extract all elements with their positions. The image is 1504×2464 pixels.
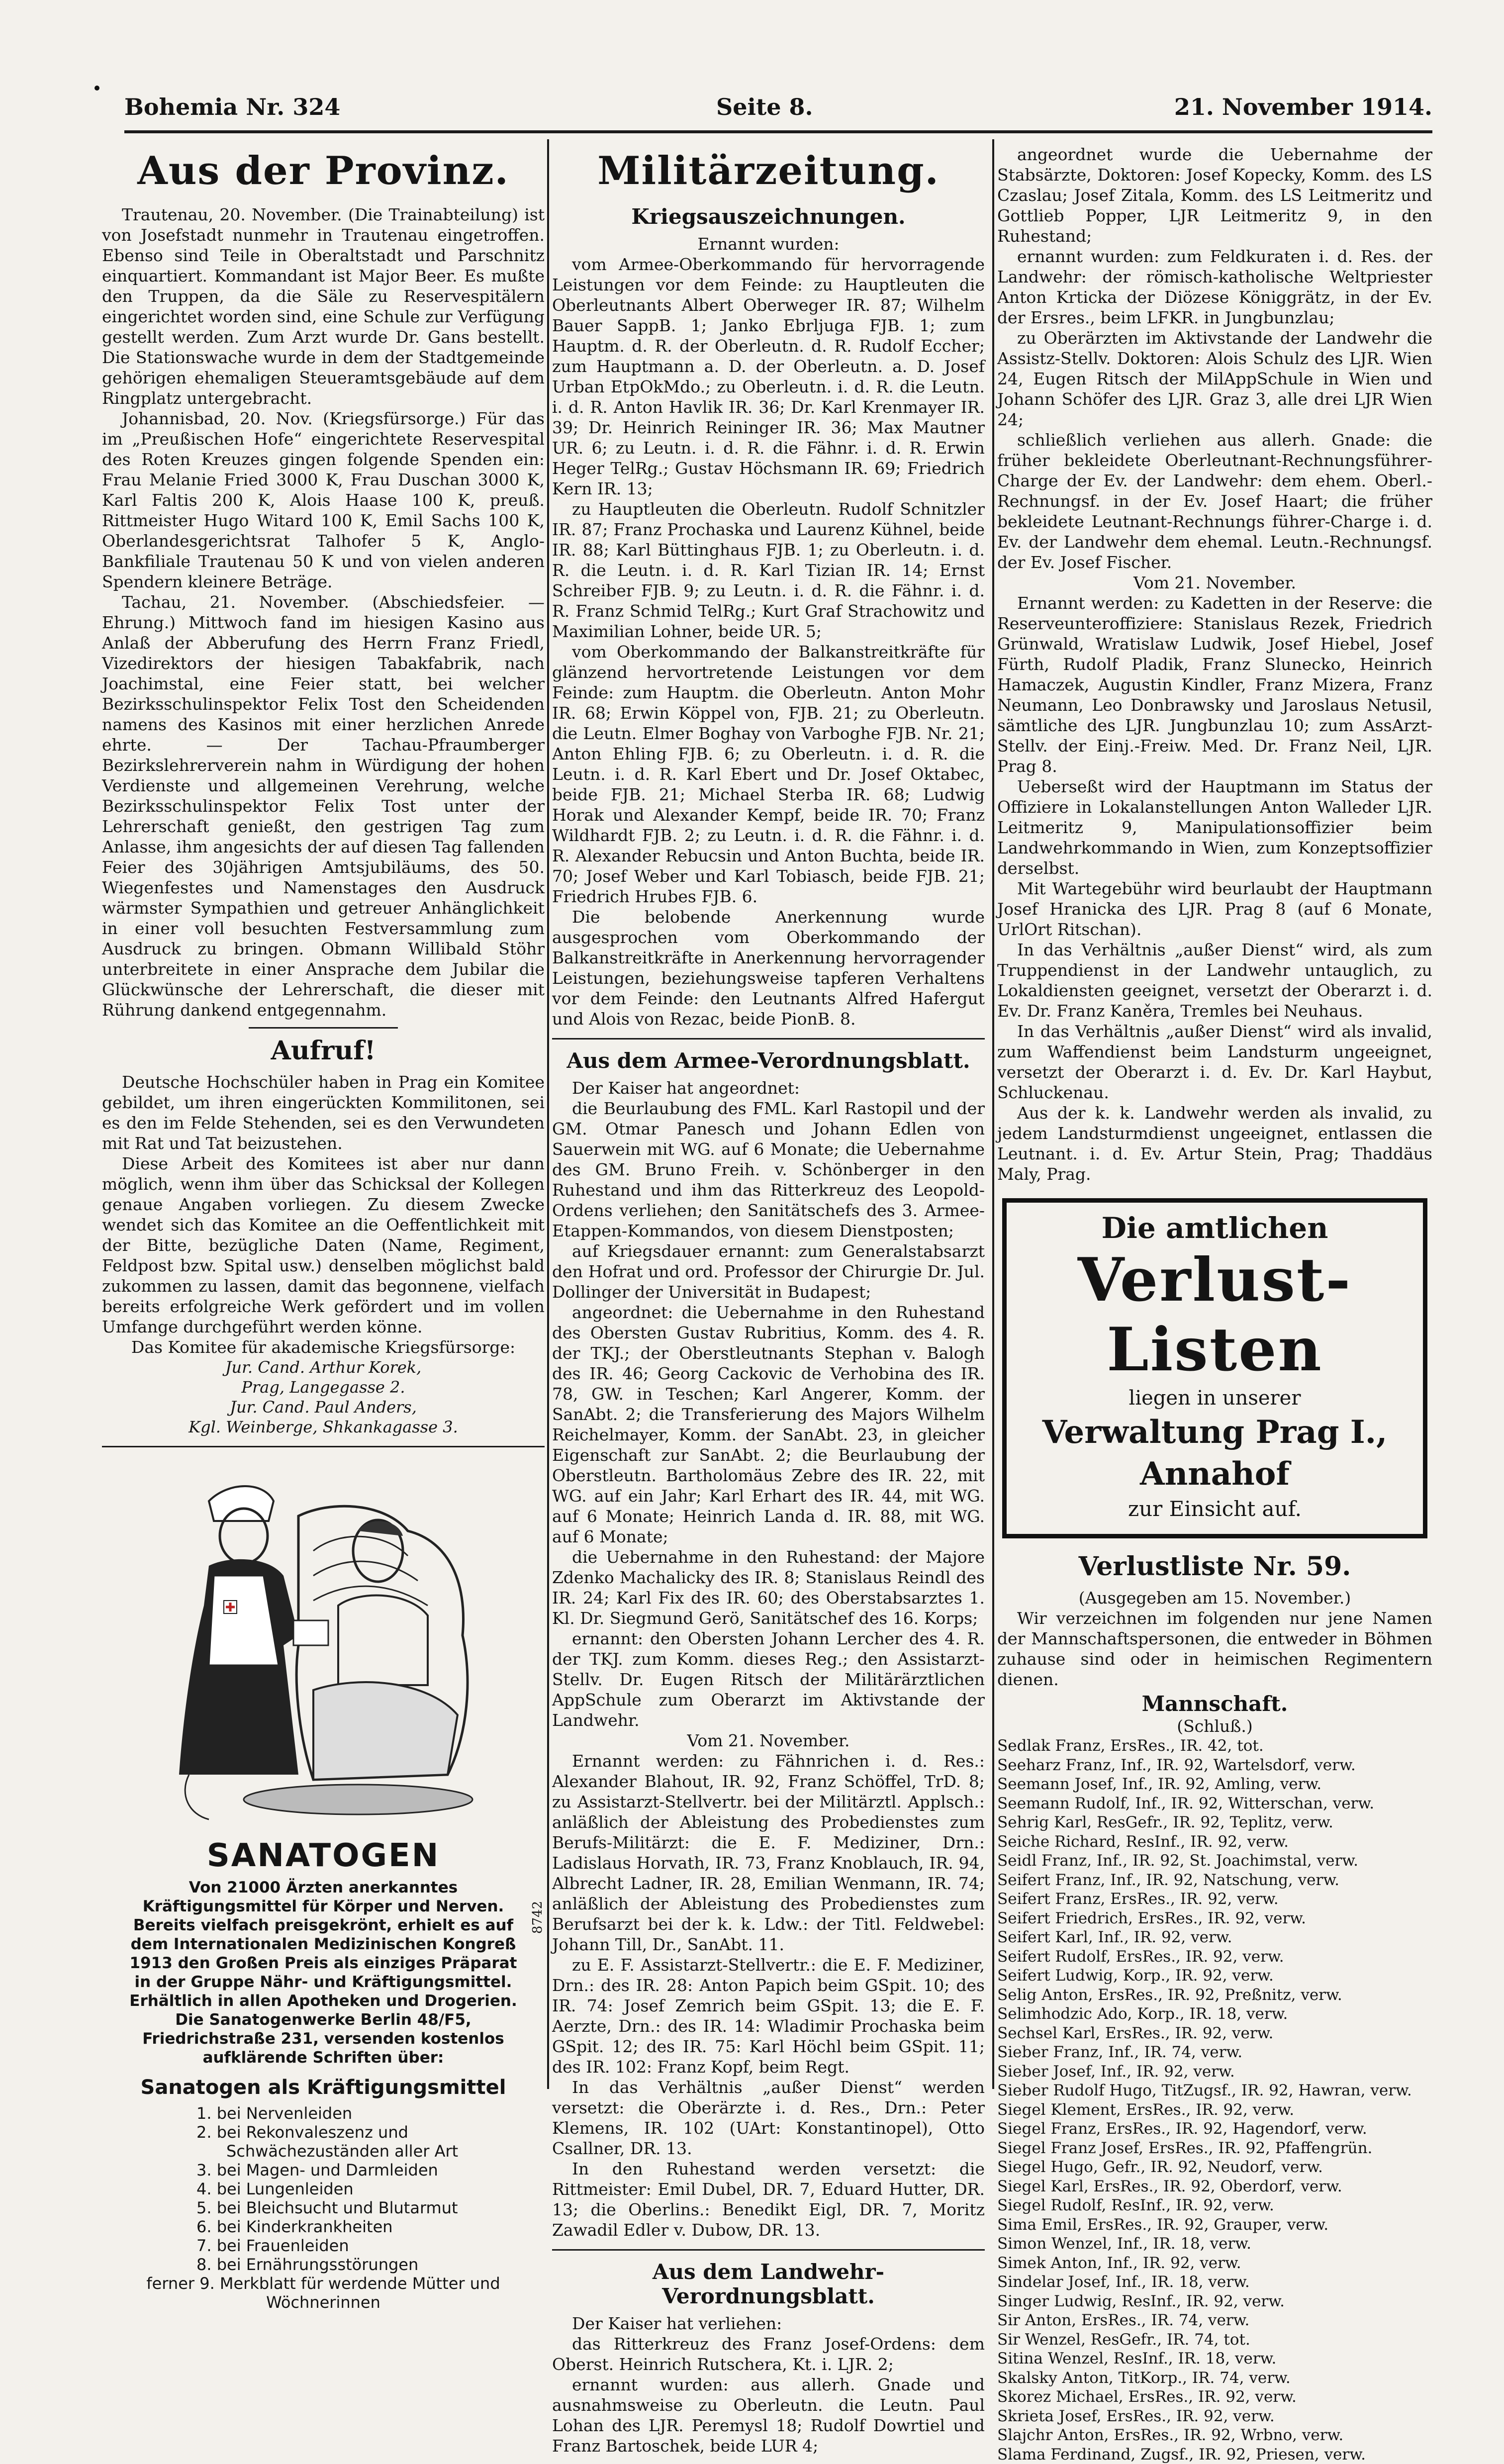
military-para: die Uebernahme in den Ruhestand: der Majore Zdenko Machalicky des IR. 8; Stanislaus Reindl des IR. 24; Karl Fix des IR. 60; des Oberstabsarztes 1. Kl. Dr. Siegmund Gerö, Sanitätschef des 16. Korps; — [552, 1547, 985, 1628]
divider — [552, 1038, 985, 1040]
list-item: 3. bei Magen- und Darmleiden — [196, 2161, 545, 2180]
list-item: 2. bei Rekonvaleszenz und — [196, 2123, 545, 2142]
ad-line-4: Verwaltung Prag I., Annahof — [1012, 1412, 1418, 1495]
military-para: angeordnet: die Uebernahme in den Ruhestand des Obersten Gustav Rubritius, Komm. des 4. R. der TKJ.; der Oberstleutnants Stephan v. Balogh des IR. 46; Georg Cackovic de Verhobina des IR. 78, GW. in Teschen; Karl Angerer, Komm. der SanAbt. 2; die Transferierung des Majors Wilhelm Reichelmayer, Komm. der SanAbt. 23, in gleicher Eigenschaft zur SanAbt. 2; die Beurlaubung der Oberstleutn. Bartholomäus Zebre des IR. 22, mit WG. auf ein Jahr; Karl Erhart des IR. 44, mit WG. auf 6 Monate; Heinrich Landa d. IR. 88, mit WG. auf 6 Monate; — [552, 1302, 985, 1547]
list-item: Skrieta Josef, ErsRes., IR. 92, verw. — [997, 2407, 1432, 2426]
ad-line-1: Die amtlichen — [1012, 1211, 1418, 1245]
list-item: Simon Wenzel, Inf., IR. 18, verw. — [997, 2234, 1432, 2254]
landwehr-para: Aus der k. k. Landwehr werden als invalid, zu jedem Landsturmdienst ungeeignet, entlassen die Leutnant. i. d. Ev. Artur Stein, Prag; Thaddäus Maly, Prag. — [997, 1103, 1432, 1184]
list-item: 7. bei Frauenleiden — [196, 2236, 545, 2255]
sanatogen-title: SANATOGEN — [102, 1837, 545, 1874]
list-item: Sechsel Karl, ErsRes., IR. 92, verw. — [997, 2024, 1432, 2043]
date-line: Vom 21. November. — [997, 572, 1432, 593]
list-item: Sieber Rudolf Hugo, TitZugsf., IR. 92, Hawran, verw. — [997, 2081, 1432, 2100]
header-newspaper-issue: Bohemia Nr. 324 — [124, 94, 340, 120]
sanatogen-list — [102, 2104, 545, 2274]
list-item: Sir Wenzel, ResGefr., IR. 74, tot. — [997, 2330, 1432, 2350]
list-item: 1. bei Nervenleiden — [196, 2104, 545, 2123]
landwehr-para: ernannt wurden: zum Feldkuraten i. d. Res. der Landwehr: der römisch-katholische Weltpriester Anton Krticka der Diözese Königgrätz, in der Ev. der Ersres., beim LFKR. in Jungbunzlau; — [997, 246, 1432, 328]
list-item: Sir Anton, ErsRes., IR. 74, verw. — [997, 2311, 1432, 2330]
article-tachau: Tachau, 21. November. (Abschiedsfeier. — Ehrung.) Mittwoch fand im hiesigen Kasino aus Anlaß der Abberufung des Herrn Franz Friedl, Vizedirektors der hiesigen Tabakfabrik, nach Joachimstal, eine Feier statt, bei welcher Bezirksschulinspektor Felix Tost den Scheidenden namens des Kasinos mit einer herzlichen Anrede ehrte. — Der Tachau-Pfraumberger Bezirkslehrerverein nahm in Würdigung der hohen Verdienste und allgemeinen Verehrung, welche Bezirksschulinspektor Felix Tost unter der Lehrerschaft genießt, den gestrigen Tag zum Anlasse, ihm angesichts der auf diesen Tag fallenden Feier des 30jährigen Amtsjubiläums, des 50. Wiegenfestes und Namenstages den Ausdruck wärmster Sympathien und getreuer Anhänglichkeit in einer voll besuchten Festversammlung zum Ausdruck zu bringen. Obmann Willibald Stöhr unterbreitete in einer Ansprache dem Jubilar die Glückwünsche der Lehrerschaft, die dieser mit Rührung dankend entgegennahm. — [102, 592, 545, 1020]
ad-line-3: liegen in unserer — [1012, 1385, 1418, 1412]
section-title-provinz: Aus der Provinz. — [102, 148, 545, 193]
subsection-armee-verordnungsblatt: Aus dem Armee-Verordnungsblatt. — [552, 1048, 985, 1073]
military-para: ernannt: den Obersten Johann Lercher des 4. R. der TKJ. zum Komm. dieses Reg.; den Assistarzt-Stellv. Dr. Eugen Ritsch der Militärärztlichen AppSchule zum Oberarzt im Aktivstande der Landwehr. — [552, 1628, 985, 1730]
signature-2-name: Jur. Cand. Paul Anders, — [102, 1397, 545, 1417]
header-page-number: Seite 8. — [716, 94, 813, 120]
aufruf-title: Aufruf! — [102, 1036, 545, 1066]
list-item: Seifert Ludwig, Korp., IR. 92, verw. — [997, 1966, 1432, 1986]
aufruf-para-3: Das Komitee für akademische Kriegsfürsorge: — [102, 1337, 545, 1357]
list-item: Skorez Michael, ErsRes., IR. 92, verw. — [997, 2387, 1432, 2407]
list-item: Siegel Rudolf, ResInf., IR. 92, verw. — [997, 2196, 1432, 2215]
list-item: Singer Ludwig, ResInf., IR. 92, verw. — [997, 2292, 1432, 2311]
verlustliste-subtitle: (Ausgegeben am 15. November.) — [997, 1588, 1432, 1608]
list-item: Sehrig Karl, ResGefr., IR. 92, Teplitz, verw. — [997, 1813, 1432, 1832]
aufruf-para-1: Deutsche Hochschüler haben in Prag ein Komitee gebildet, um ihren eingerückten Kommilitonen, sei es den im Felde Stehenden, sei es den Verwundeten mit Rat und Tat beizustehen. — [102, 1072, 545, 1153]
column-2 — [552, 144, 985, 2456]
list-item: Sima Emil, ErsRes., IR. 92, Grauper, verw. — [997, 2215, 1432, 2235]
header-date: 21. November 1914. — [1174, 94, 1432, 120]
military-para: Die belobende Anerkennung wurde ausgesprochen vom Oberkommando der Balkanstreitkräfte in Anerkennung hervorragender Leistungen, beziehungsweise tapferen Verhaltens vor dem Feinde: den Leutnants Alfred Hafergut und Alois von Rezac, beide PionB. 8. — [552, 907, 985, 1029]
list-item: Slama Ferdinand, Zugsf., IR. 92, Priesen, verw. — [997, 2445, 1432, 2464]
military-para: das Ritterkreuz des Franz Josef-Ordens: dem Oberst. Heinrich Rutschera, Kt. i. LJR. 2; — [552, 2334, 985, 2374]
list-item: Seifert Rudolf, ErsRes., IR. 92, verw. — [997, 1947, 1432, 1967]
list-item: Seidl Franz, Inf., IR. 92, St. Joachimstal, verw. — [997, 1851, 1432, 1871]
military-para: ernannt wurden: aus allerh. Gnade und ausnahmsweise zu Oberleutn. die Leutn. Paul Lohan des LJR. Peremysl 18; Rudolf Dowrtiel und Franz Bartoschek, beide LUR 4; — [552, 2374, 985, 2456]
military-para: In den Ruhestand werden versetzt: die Rittmeister: Emil Dubel, DR. 7, Eduard Hutter, DR. 13; die Oberlins.: Benedikt Eigl, DR. 7, Moritz Zawadil Edler v. Dubow, DR. 13. — [552, 2159, 985, 2240]
column-divider-1 — [547, 139, 549, 2089]
ad-line-5: zur Einsicht auf. — [1012, 1495, 1418, 1523]
list-item: 4. bei Lungenleiden — [196, 2180, 545, 2198]
landwehr-para: Ernannt werden: zu Kadetten in der Reserve: die Reserveunteroffiziere: Stanislaus Rezek, Friedrich Grünwald, Wratislaw Ludwik, Josef Hiebel, Josef Fürth, Rudolf Pladik, Franz Slunecko, Heinrich Hamaczek, Augustin Kindler, Franz Mizera, Franz Neumann, Leo Donbrawsky und Jaroslaus Netusil, sämtliche des LJR. Jungbunzlau 10; zum AssArzt-Stellv. der Einj.-Freiw. Med. Dr. Franz Neil, LJR. Prag 8. — [997, 593, 1432, 776]
list-item: 6. bei Kinderkrankheiten — [196, 2217, 545, 2236]
list-item: Sitina Wenzel, ResInf., IR. 18, verw. — [997, 2349, 1432, 2369]
landwehr-para: angeordnet wurde die Uebernahme der Stabsärzte, Doktoren: Josef Kopecky, Komm. des LS Czaslau; Josef Zitala, Komm. des LS Leitmeritz und Gottlieb Popper, LJR Leitmeritz 9, in den Ruhestand; — [997, 144, 1432, 246]
military-para: zu Hauptleuten die Oberleutn. Rudolf Schnitzler IR. 87; Franz Prochaska und Laurenz Kühnel, beide IR. 88; Karl Büttinghaus FJB. 1; zu Oberleutn. i. d. R. die Leutn. i. d. R. Karl Tizian IR. 14; Ernst Schreiber FJB. 9; zu Leutn. i. d. R. die Fähnr. i. d. R. Franz Schmid TelRg.; Kurt Graf Strachowitz und Maximilian Lohner, beide UR. 5; — [552, 499, 985, 642]
list-item: Schwächezuständen aller Art — [196, 2142, 545, 2161]
list-item: Sieber Franz, Inf., IR. 74, verw. — [997, 2043, 1432, 2062]
verlustliste-title: Verlustliste Nr. 59. — [997, 1551, 1432, 1582]
column-divider-2 — [992, 139, 994, 2089]
aufruf-para-2: Diese Arbeit des Komitees ist aber nur dann möglich, wenn ihm über das Schicksal der Kollegen genaue Angaben vorliegen. Zu diesem Zwecke wendet sich das Komitee an die Oeffentlichkeit mit der Bitte, bezügliche Daten (Name, Regiment, Feldpost bzw. Spital usw.) denselben möglichst bald zukommen zu lassen, damit das begonnene, vielfach bereits erfolgreiche Werk gefördert und im vollen Umfange durchgeführt werden könne. — [102, 1153, 545, 1337]
list-item: Seemann Josef, Inf., IR. 92, Amling, verw. — [997, 1775, 1432, 1794]
list-item: Seiche Richard, ResInf., IR. 92, verw. — [997, 1832, 1432, 1852]
military-para: Ernannt werden: zu Fähnrichen i. d. Res.: Alexander Blahout, IR. 92, Franz Schöffel, TrD. 8; zu Assistarzt-Stellvertr. bei der Militärztl. Applsch.: anläßlich der Ableistung des Probedienstes zum Berufs-Militärzt: die E. F. Mediziner, Drn.: Ladislaus Horvath, IR. 73, Franz Knoblauch, IR. 94, Albrecht Ladner, IR. 28, Emilian Wenmann, IR. 74; anläßlich der Ableistung des Probedienstes zum Berufsarzt bei der k. k. Ldw.: der Titl. Feldwebel: Johann Till, Dr., SanAbt. 11. — [552, 1751, 985, 1955]
list-item: Selig Anton, ErsRes., IR. 92, Preßnitz, verw. — [997, 1986, 1432, 2005]
column-3 — [997, 144, 1432, 2464]
landwehr-para: In das Verhältnis „außer Dienst“ wird als invalid, zum Waffendienst beim Landsturm ungeeignet, versetzt der Oberarzt i. d. Ev. Dr. Karl Haybut, Schluckenau. — [997, 1021, 1432, 1103]
list-item: Selimhodzic Ado, Korp., IR. 18, verw. — [997, 2004, 1432, 2024]
list-item: 8. bei Ernährungsstörungen — [196, 2255, 545, 2274]
list-item: 5. bei Bleichsucht und Blutarmut — [196, 2198, 545, 2217]
date-line: Vom 21. November. — [552, 1730, 985, 1751]
military-para: vom Oberkommando der Balkanstreitkräfte für glänzend hervortretende Leistungen vor dem Feinde: zum Hauptm. die Oberleutn. Anton Mohr IR. 68; Erwin Köppel von, FJB. 21; zu Oberleutn. die Leutn. Elmer Boghay von Varboghe FJB. Nr. 21; Anton Ehling FJB. 6; zu Oberleutn. i. d. R. die Leutn. i. d. R. Karl Ebert und Dr. Josef Oktabec, beide FJB. 21; Michael Sterba IR. 68; Ludwig Horak und Alexander Kempf, beide IR. 70; Franz Wildhardt FJB. 2; zu Leutn. i. d. R. die Fähnr. i. d. R. Alexander Rebucsin und Anton Buchta, beide IR. 70; Josef Weber und Karl Tobiasch, beide FJB. 21; Friedrich Hrubes FJB. 6. — [552, 642, 985, 907]
verlustlisten-ad — [1002, 1198, 1427, 1538]
sanatogen-subtitle: Sanatogen als Kräftigungsmittel — [102, 2076, 545, 2099]
list-item: Siegel Karl, ErsRes., IR. 92, Oberdorf, verw. — [997, 2177, 1432, 2196]
list-item: Sedlak Franz, ErsRes., IR. 42, tot. — [997, 1736, 1432, 1756]
list-item: Seemann Rudolf, Inf., IR. 92, Witterschan, verw. — [997, 1794, 1432, 1813]
sanatogen-text: Von 21000 Ärzten anerkanntes Kräftigungsmittel für Körper und Nerven. Bereits vielfach preisgekrönt, erhielt es auf dem Internationalen Medizinischen Kongreß 1913 den Großen Preis als einziges Präparat in der Gruppe Nähr- und Kräftigungsmittel. Erhältlich in allen Apotheken und Drogerien. Die Sanatogenwerke Berlin 48/F5, Friedrichstraße 231, versenden kostenlos aufklärende Schriften über: — [102, 1878, 545, 2067]
list-item: Sieber Josef, Inf., IR. 92, verw. — [997, 2062, 1432, 2082]
subsection-landwehr-verordnungsblatt: Aus dem Landwehr-Verordnungsblatt. — [552, 2260, 985, 2308]
intro-ernannt: Ernannt wurden: — [552, 234, 985, 254]
subsection-kriegsauszeichnungen: Kriegsauszeichnungen. — [552, 204, 985, 229]
military-para: die Beurlaubung des FML. Karl Rastopil und der GM. Otmar Panesch und Johann Edlen von Sauerwein mit WG. auf 6 Monate; die Uebernahme des GM. Bruno Freih. v. Schönberger in den Ruhestand und ihm das Ritterkreuz des Leopold-Ordens verliehen; den Sanitätschefs des 3. Armee-Etappen-Kommandos, von diesem Dienstposten; — [552, 1098, 985, 1241]
list-item: Siegel Klement, ErsRes., IR. 92, verw. — [997, 2100, 1432, 2120]
side-print-mark: 8742 — [530, 1901, 545, 1934]
schluss-note: (Schluß.) — [997, 1716, 1432, 1736]
casualty-list — [997, 1736, 1432, 2464]
list-item: Skalsky Anton, TitKorp., IR. 74, verw. — [997, 2369, 1432, 2388]
section-title-militaerzeitung: Militärzeitung. — [552, 148, 985, 193]
list-item: Seifert Friedrich, ErsRes., IR. 92, verw. — [997, 1909, 1432, 1928]
signature-1-name: Jur. Cand. Arthur Korek, — [102, 1357, 545, 1377]
military-para: zu E. F. Assistarzt-Stellvertr.: die E. F. Mediziner, Drn.: des IR. 28: Anton Papich beim GSpit. 10; des IR. 74: Josef Zemrich beim GSpit. 13; die E. F. Aerzte, Drn.: des IR. 14: Wladimir Prochaska beim GSpit. 12; des IR. 75: Karl Höchl beim GSpit. 11; des IR. 102: Franz Kopf, beim Regt. — [552, 1955, 985, 2077]
article-johannisbad: Johannisbad, 20. Nov. (Kriegsfürsorge.) Für das im „Preußischen Hofe“ eingerichtete Reservespital des Roten Kreuzes gingen folgende Spenden ein: Frau Melanie Fried 3000 K, Frau Duschan 3000 K, Karl Faltis 200 K, Alois Haase 100 K, preuß. Rittmeister Hugo Witard 100 K, Emil Sachs 100 K, Oberlandesgerichtsrat Talhofer 5 K, Anglo-Bankfiliale Trautenau 50 K und von vielen anderen Spendern kleinere Beträge. — [102, 408, 545, 592]
sanatogen-footer: ferner 9. Merkblatt für werdende Mütter und Wöchnerinnen — [102, 2274, 545, 2312]
landwehr-para: Mit Wartegebühr wird beurlaubt der Hauptmann Josef Hranicka des LJR. Prag 8 (auf 6 Monate, UrlOrt Ritschan). — [997, 878, 1432, 940]
list-item: Siegel Franz Josef, ErsRes., IR. 92, Pfaffengrün. — [997, 2139, 1432, 2158]
list-item: Siegel Franz, ErsRes., IR. 92, Hagendorf, verw. — [997, 2119, 1432, 2139]
list-item: Seifert Karl, Inf., IR. 92, verw. — [997, 1928, 1432, 1947]
landwehr-para: schließlich verliehen aus allerh. Gnade: die früher bekleidete Oberleutnant-Rechnungsführer-Charge der Ev. der Landwehr: dem ehem. Oberl.-Rechnungsf. in der Ev. Josef Haart; die früher bekleidete Leutnant-Rechnungs führer-Charge i. d. Ev. der Landwehr dem ehemal. Leutn.-Rechnungsf. der Ev. Josef Fischer. — [997, 430, 1432, 572]
military-para: auf Kriegsdauer ernannt: zum Generalstabsarzt den Hofrat und ord. Professor der Chirurgie Dr. Jul. Dollinger der Universität in Budapest; — [552, 1241, 985, 1302]
ad-line-2: Verlust-Listen — [1012, 1245, 1418, 1385]
landwehr-para: zu Oberärzten im Aktivstande der Landwehr die Assistz-Stellv. Doktoren: Alois Schulz des LJR. Wien 24, Eugen Ritsch der MilAppSchule in Wien und Johann Schöfer des LJR. Graz 3, alle drei LJR Wien 24; — [997, 328, 1432, 430]
list-item: Seifert Franz, ErsRes., IR. 92, verw. — [997, 1890, 1432, 1909]
verlustliste-intro: Wir verzeichnen im folgenden nur jene Namen der Mannschaftspersonen, die entweder in Böhmen zuhause sind oder in heimischen Regimentern dienen. — [997, 1608, 1432, 1690]
list-item: Siegel Hugo, Gefr., IR. 92, Neudorf, verw. — [997, 2158, 1432, 2177]
column-1 — [102, 144, 545, 2312]
list-item: Seifert Franz, Inf., IR. 92, Natschung, verw. — [997, 1871, 1432, 1890]
military-para: vom Armee-Oberkommando für hervorragende Leistungen vor dem Feinde: zu Hauptleuten die Oberleutnants Albert Oberweger IR. 87; Wilhelm Bauer SappB. 1; Janko Ebrljuga FJB. 1; zum Hauptm. d. R. der Oberleutn. d. R. Rudolf Eccher; zum Hauptmann a. D. der Oberleutn. a. D. Josef Urban EtpOkMdo.; zu Oberleutn. i. d. R. die Leutn. i. d. R. Anton Havlik IR. 36; Dr. Karl Krenmayer IR. 39; Dr. Heinrich Reininger IR. 36; Max Mautner UR. 6; zu Leutn. i. d. R. die Fähnr. i. d. R. Erwin Heger TelRg.; Gustav Höchsmann IR. 69; Friedrich Kern IR. 13; — [552, 254, 985, 499]
divider — [249, 1027, 398, 1029]
divider — [102, 1446, 545, 1447]
military-para: In das Verhältnis „außer Dienst“ werden versetzt: die Oberärzte i. d. Res., Drn.: Peter Klemens, IR. 102 (UArt: Konstantinopel), Otto Csallner, DR. 13. — [552, 2077, 985, 2159]
intro-kaiser-verliehen: Der Kaiser hat verliehen: — [552, 2313, 985, 2334]
list-item: Sindelar Josef, Inf., IR. 18, verw. — [997, 2273, 1432, 2292]
landwehr-para: In das Verhältnis „außer Dienst“ wird, als zum Truppendienst in der Landwehr untauglich, zu Lokaldiensten geeignet, versetzt der Oberarzt i. d. Ev. Dr. Franz Kaněra, Tremles bei Neuhaus. — [997, 940, 1432, 1021]
landwehr-para: Ueberseßt wird der Hauptmann im Status der Offiziere in Lokalanstellungen Anton Walleder LJR. Leitmeritz 9, Manipulationsoffizier beim Landwehrkommando in Wien, zum Konzeptsoffizier derselbst. — [997, 776, 1432, 878]
article-trautenau: Trautenau, 20. November. (Die Trainabteilung) ist von Josefstadt nunmehr in Trautenau eingetroffen. Ebenso sind Teile in Oberaltstadt und Parschnitz einquartiert. Kommandant ist Major Beer. Es mußte den Truppen, da die Säle zu Reservespitälern eingerichtet worden sind, eine Schule zur Verfügung gestellt werden. Zum Arzt wurde Dr. Gans bestellt. Die Stationswache wurde in dem der Stadtgemeinde gehörigen ehemaligen Steueramtsgebäude auf dem Ringplatz untergebracht. — [102, 204, 545, 408]
page-header — [124, 94, 1432, 133]
header-rule — [124, 130, 1432, 133]
signature-2-address: Kgl. Weinberge, Shkankagasse 3. — [102, 1417, 545, 1437]
list-item: Simek Anton, Inf., IR. 92, verw. — [997, 2254, 1432, 2273]
divider — [552, 2249, 985, 2251]
list-item: Slajchr Anton, ErsRes., IR. 92, Wrbno, verw. — [997, 2426, 1432, 2445]
mannschaft-heading: Mannschaft. — [997, 1692, 1432, 1716]
list-item: Seeharz Franz, Inf., IR. 92, Wartelsdorf, verw. — [997, 1756, 1432, 1775]
signature-1-address: Prag, Langegasse 2. — [102, 1377, 545, 1397]
sanatogen-illustration — [149, 1456, 497, 1834]
intro-kaiser: Der Kaiser hat angeordnet: — [552, 1078, 985, 1098]
print-speck — [94, 86, 99, 91]
